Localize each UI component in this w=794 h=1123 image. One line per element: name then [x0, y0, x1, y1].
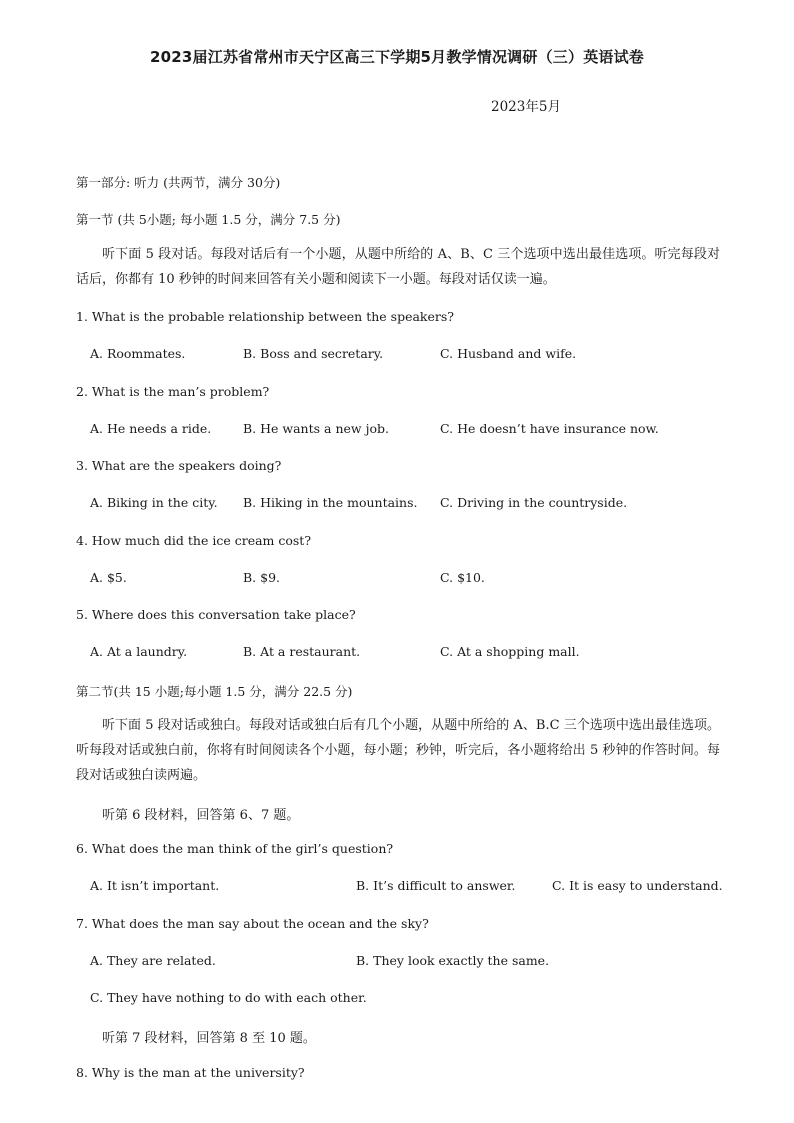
- material-6-note: 听第 6 段材料，回答第 6、7 题。: [102, 808, 300, 823]
- question-1-option-b: B. Boss and secretary.: [243, 346, 384, 361]
- question-6-option-b: B. It’s difficult to answer.: [356, 878, 516, 893]
- question-2-stem: 2. What is the man’s problem?: [76, 384, 270, 399]
- question-7-option-c: C. They have nothing to do with each other.: [90, 990, 367, 1005]
- question-4-option-a: A. $5.: [90, 570, 127, 585]
- question-7-option-a: A. They are related.: [90, 953, 216, 968]
- question-1-stem: 1. What is the probable relationship between the speakers?: [76, 309, 454, 324]
- section1-heading: 第一节 (共 5小题; 每小题 1.5 分，满分 7.5 分): [76, 212, 341, 227]
- section2-instructions: 听下面 5 段对话或独白。每段对话或独白后有几个小题，从题中所给的 A、B.C 三个选项中选出最佳选项。听每段对话或独白前，你将有时间阅读各个小题，每小题；秒钟，听完后，各小题将给出 5 秒钟的作答时间。每段对话或独白读两遍。: [76, 718, 720, 783]
- question-4-option-b: B. $9.: [243, 570, 281, 585]
- question-5-option-c: C. At a shopping mall.: [440, 644, 580, 659]
- question-1-option-a: A. Roommates.: [90, 346, 186, 361]
- question-3-option-c: C. Driving in the countryside.: [440, 495, 628, 510]
- document-title: 2023届江苏省常州市天宁区高三下学期5月教学情况调研（三）英语试卷: [150, 48, 644, 66]
- question-2-option-a: A. He needs a ride.: [90, 421, 212, 436]
- question-5-option-a: A. At a laundry.: [90, 644, 188, 659]
- question-1-option-c: C. Husband and wife.: [440, 346, 577, 361]
- part1-heading: 第一部分: 听力 (共两节，满分 30分): [76, 175, 281, 190]
- question-6-option-c: C. It is easy to understand.: [552, 878, 723, 893]
- section1-instructions: 听下面 5 段对话。每段对话后有一个小题，从题中所给的 A、B、C 三个选项中选出最佳选项。听完每段对话后，你都有 10 秒钟的时间来回答有关小题和阅读下一小题。每段对话仅读一遍。: [76, 247, 720, 287]
- question-7-stem: 7. What does the man say about the ocean and the sky?: [76, 916, 429, 931]
- material-7-note: 听第 7 段材料，回答第 8 至 10 题。: [102, 1031, 316, 1046]
- question-2-option-b: B. He wants a new job.: [243, 421, 389, 436]
- question-2-option-c: C. He doesn’t have insurance now.: [440, 421, 659, 436]
- question-6-option-a: A. It isn’t important.: [90, 878, 220, 893]
- question-6-stem: 6. What does the man think of the girl’s question?: [76, 841, 394, 856]
- question-3-stem: 3. What are the speakers doing?: [76, 458, 282, 473]
- question-3-option-b: B. Hiking in the mountains.: [243, 495, 418, 510]
- question-4-stem: 4. How much did the ice cream cost?: [76, 533, 312, 548]
- question-8-stem: 8. Why is the man at the university?: [76, 1065, 305, 1080]
- question-7-option-b: B. They look exactly the same.: [356, 953, 550, 968]
- document-date: 2023年5月: [491, 99, 561, 115]
- question-5-stem: 5. Where does this conversation take place?: [76, 607, 356, 622]
- question-4-option-c: C. $10.: [440, 570, 485, 585]
- section2-heading: 第二节(共 15 小题;每小题 1.5 分，满分 22.5 分): [76, 684, 353, 699]
- question-3-option-a: A. Biking in the city.: [90, 495, 218, 510]
- question-5-option-b: B. At a restaurant.: [243, 644, 361, 659]
